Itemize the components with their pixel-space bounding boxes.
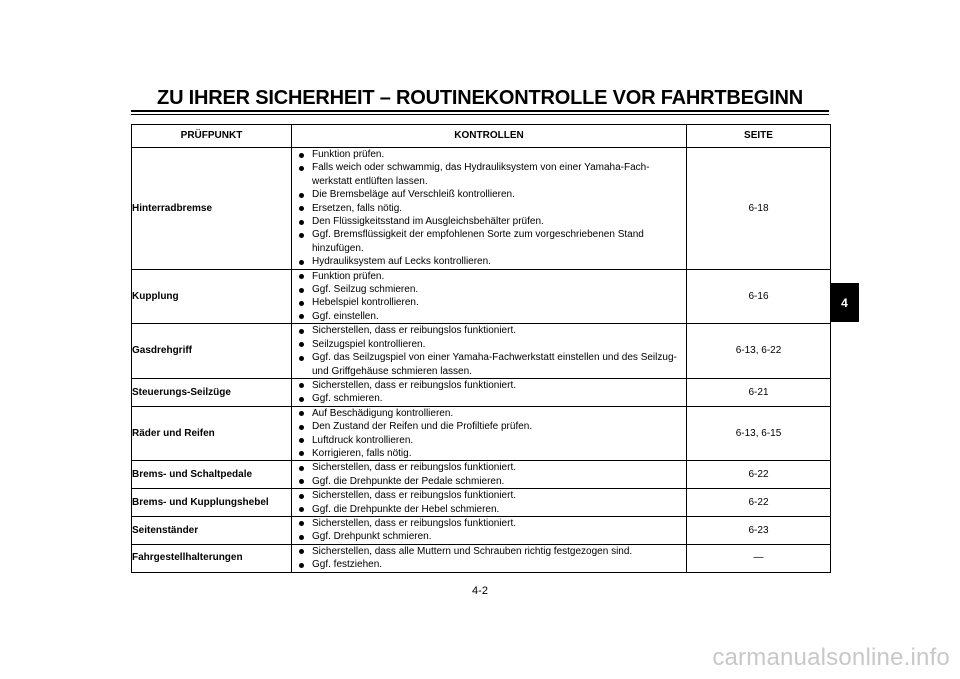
header-checks: KONTROLLEN (292, 125, 687, 148)
check-item: Brems- und Kupplungshebel (132, 489, 292, 517)
check-bullet-item: Ggf. Seilzug schmieren. (292, 283, 686, 296)
check-bullet-item: Ggf. einstellen. (292, 310, 686, 323)
check-list-cell (292, 378, 687, 406)
check-list-cell (292, 544, 687, 572)
table-row (132, 544, 831, 572)
chapter-tab: 4 (830, 283, 859, 322)
table-row (132, 269, 831, 324)
check-list (292, 489, 686, 516)
check-list (292, 461, 686, 488)
check-bullet-item: Sicherstellen, dass er reibungslos funktioniert. (292, 461, 686, 474)
table-header-row (132, 125, 831, 148)
check-bullet-item: Sicherstellen, dass er reibungslos funktioniert. (292, 489, 686, 502)
header-page: SEITE (687, 125, 831, 148)
check-bullet-item: Ggf. Bremsflüssigkeit der empfohlenen Sorte zum vorgeschriebenen Stand hinzufügen. (292, 228, 686, 255)
page-title: ZU IHRER SICHERHEIT – ROUTINEKONTROLLE VOR FAHRTBEGINN (157, 87, 803, 109)
check-list-cell (292, 489, 687, 517)
page-reference: — (687, 544, 831, 572)
check-bullet-item: Funktion prüfen. (292, 270, 686, 283)
check-bullet-item: Korrigieren, falls nötig. (292, 447, 686, 460)
check-item: Fahrgestellhalterungen (132, 544, 292, 572)
table-row (132, 461, 831, 489)
check-bullet-item: Sicherstellen, dass er reibungslos funktioniert. (292, 517, 686, 530)
page-number: 4-2 (472, 585, 488, 597)
check-bullet-item: Ggf. schmieren. (292, 392, 686, 405)
check-bullet-item: Hydrauliksystem auf Lecks kontrollieren. (292, 255, 686, 268)
check-list-cell (292, 269, 687, 324)
page-reference: 6-23 (687, 516, 831, 544)
check-list-cell (292, 461, 687, 489)
watermark: carmanualsonline.info (712, 644, 950, 671)
check-bullet-item: Sicherstellen, dass er reibungslos funktioniert. (292, 379, 686, 392)
check-item: Steuerungs-Seilzüge (132, 378, 292, 406)
check-item: Brems- und Schaltpedale (132, 461, 292, 489)
check-item: Hinterradbremse (132, 148, 292, 270)
check-list (292, 324, 686, 378)
check-bullet-item: Sicherstellen, dass alle Muttern und Schrauben richtig festgezogen sind. (292, 545, 686, 558)
routine-check-table (131, 124, 831, 573)
check-list-cell (292, 406, 687, 461)
check-list (292, 545, 686, 572)
check-bullet-item: Ersetzen, falls nötig. (292, 202, 686, 215)
check-bullet-item: Ggf. die Drehpunkte der Hebel schmieren. (292, 503, 686, 516)
check-bullet-item: Ggf. das Seilzugspiel von einer Yamaha-Fachwerkstatt einstellen und des Seilzug- und Griffgehäuse schmieren lassen. (292, 351, 686, 378)
check-bullet-item: Sicherstellen, dass er reibungslos funktioniert. (292, 324, 686, 337)
table-body (132, 148, 831, 573)
page-reference: 6-18 (687, 148, 831, 270)
check-item: Seitenständer (132, 516, 292, 544)
page-reference: 6-22 (687, 489, 831, 517)
page-reference: 6-13, 6-22 (687, 324, 831, 379)
title-underline-thin (131, 114, 829, 115)
check-bullet-item: Hebelspiel kontrollieren. (292, 296, 686, 309)
table-row (132, 489, 831, 517)
check-bullet-item: Luftdruck kontrollieren. (292, 434, 686, 447)
check-bullet-item: Den Flüssigkeitsstand im Ausgleichsbehälter prüfen. (292, 215, 686, 228)
check-bullet-item: Auf Beschädigung kontrollieren. (292, 407, 686, 420)
check-bullet-item: Falls weich oder schwammig, das Hydrauliksystem von einer Yamaha-Fach-werkstatt entlüften lassen. (292, 161, 686, 188)
table-row (132, 406, 831, 461)
check-bullet-item: Funktion prüfen. (292, 148, 686, 161)
page-reference: 6-13, 6-15 (687, 406, 831, 461)
check-list (292, 379, 686, 406)
table-row (132, 516, 831, 544)
page-reference: 6-22 (687, 461, 831, 489)
check-item: Gasdrehgriff (132, 324, 292, 379)
check-list-cell (292, 516, 687, 544)
check-bullet-item: Den Zustand der Reifen und die Profiltiefe prüfen. (292, 420, 686, 433)
table-row (132, 324, 831, 379)
check-list (292, 270, 686, 324)
page-reference: 6-16 (687, 269, 831, 324)
check-item: Kupplung (132, 269, 292, 324)
check-bullet-item: Seilzugspiel kontrollieren. (292, 338, 686, 351)
check-list (292, 407, 686, 461)
check-bullet-item: Die Bremsbeläge auf Verschleiß kontrollieren. (292, 188, 686, 201)
header-item: PRÜFPUNKT (132, 125, 292, 148)
title-underline (131, 110, 829, 112)
check-list-cell (292, 148, 687, 270)
check-bullet-item: Ggf. Drehpunkt schmieren. (292, 530, 686, 543)
check-list (292, 517, 686, 544)
check-list (292, 148, 686, 269)
page-reference: 6-21 (687, 378, 831, 406)
table-row (132, 148, 831, 270)
check-bullet-item: Ggf. die Drehpunkte der Pedale schmieren. (292, 475, 686, 488)
check-bullet-item: Ggf. festziehen. (292, 558, 686, 571)
check-list-cell (292, 324, 687, 379)
table-row (132, 378, 831, 406)
check-item: Räder und Reifen (132, 406, 292, 461)
